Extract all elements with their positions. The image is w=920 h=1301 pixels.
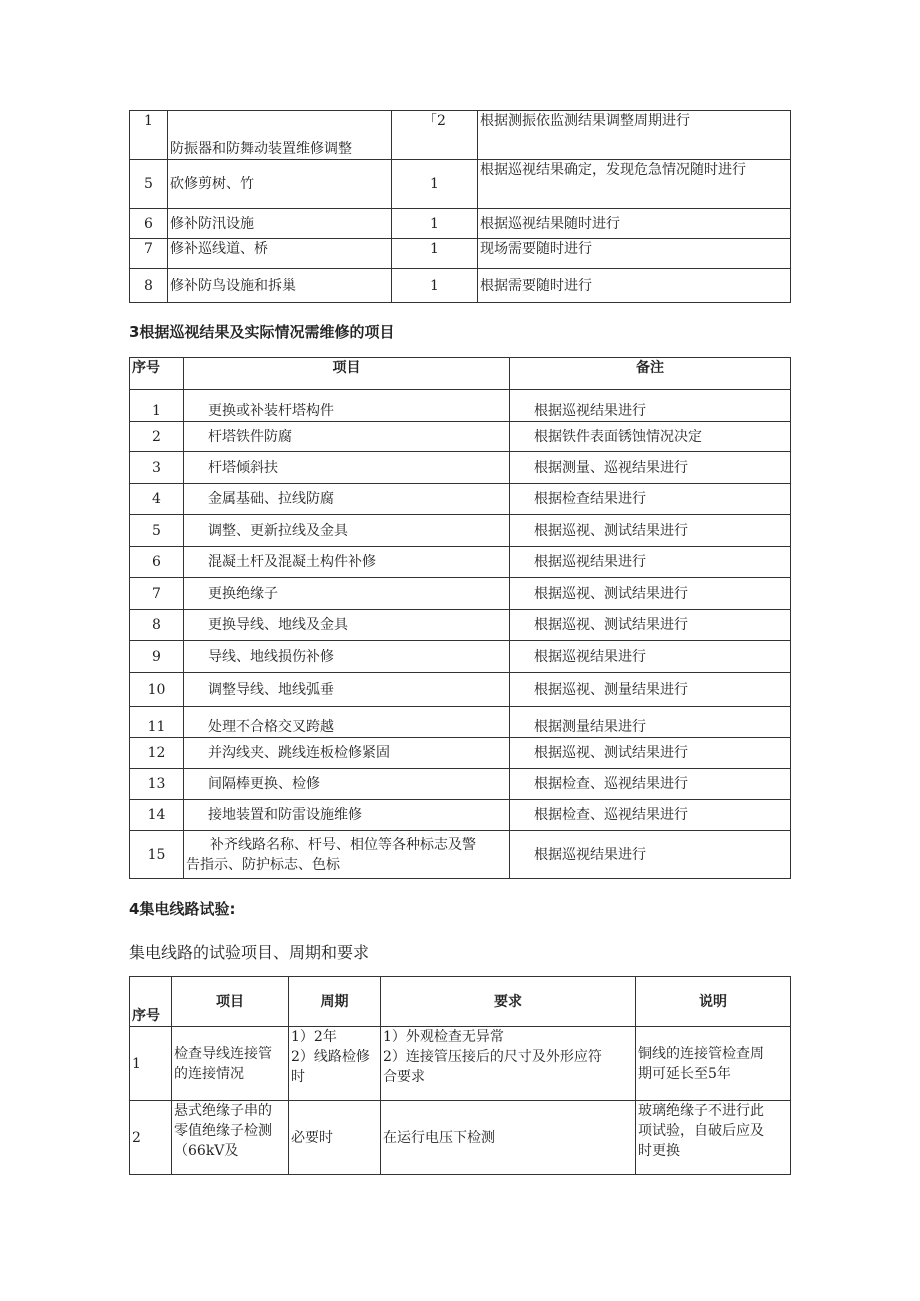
note-cell: 根据测量结果进行 xyxy=(510,707,791,738)
note-cell: 根据检查结果进行 xyxy=(510,484,791,515)
note-cell: 根据巡视结果确定，发现危急情况随时进行 xyxy=(478,160,791,209)
item-line: 补齐线路名称、杆号、相位等各种标志及警 xyxy=(210,836,476,853)
item-cell: 金属基础、拉线防腐 xyxy=(184,484,510,515)
header-no: 序号 xyxy=(130,358,184,390)
period-line: 2）线路检修 xyxy=(291,1049,370,1065)
row-number: 8 xyxy=(130,610,184,641)
row-number: 11 xyxy=(130,707,184,738)
header-req: 要求 xyxy=(381,977,636,1027)
table-row xyxy=(130,269,791,303)
row-number: 7 xyxy=(130,239,168,269)
table-header-row xyxy=(130,358,791,390)
row-number: 10 xyxy=(130,673,184,707)
row-number: 15 xyxy=(130,831,184,879)
desc-cell xyxy=(636,1027,791,1101)
item-cell: 修补巡线道、桥 xyxy=(168,239,392,269)
item-line: 的连接情况 xyxy=(174,1065,244,1082)
period-line: 时 xyxy=(291,1069,305,1085)
item-cell: 并沟线夹、跳线连板检修紧固 xyxy=(184,738,510,769)
item-cell: 处理不合格交叉跨越 xyxy=(184,707,510,738)
item-cell: 修补防鸟设施和拆巢 xyxy=(168,269,392,303)
req-line: 1）外观检查无异常 xyxy=(383,1029,504,1045)
row-number: 1 xyxy=(130,111,168,160)
item-cell: 导线、地线损伤补修 xyxy=(184,641,510,673)
table-row xyxy=(130,111,791,160)
row-number: 1 xyxy=(130,1027,172,1101)
count-cell: 1 xyxy=(392,239,478,269)
note-cell: 根据巡视、测量结果进行 xyxy=(510,673,791,707)
desc-line: 时更换 xyxy=(638,1143,680,1159)
line-test-table xyxy=(129,976,791,1175)
header-no: 序号 xyxy=(130,977,172,1027)
item-cell: 更换导线、地线及金具 xyxy=(184,610,510,641)
note-cell: 根据巡视结果进行 xyxy=(510,641,791,673)
desc-cell xyxy=(636,1101,791,1175)
item-cell xyxy=(172,1027,289,1101)
header-note: 备注 xyxy=(510,358,791,390)
row-number: 7 xyxy=(130,578,184,610)
req-cell: 在运行电压下检测 xyxy=(381,1101,636,1175)
header-period: 周期 xyxy=(289,977,381,1027)
section-4-heading: 4集电线路试验: xyxy=(129,900,236,918)
header-item: 项目 xyxy=(172,977,289,1027)
row-number: 14 xyxy=(130,800,184,831)
row-number: 4 xyxy=(130,484,184,515)
count-cell: 1 xyxy=(392,269,478,303)
note-cell: 根据巡视、测试结果进行 xyxy=(510,578,791,610)
item-cell: 混凝土杆及混凝土构件补修 xyxy=(184,547,510,578)
note-cell: 根据巡视、测试结果进行 xyxy=(510,515,791,547)
note-cell: 根据巡视结果进行 xyxy=(510,547,791,578)
row-number: 6 xyxy=(130,547,184,578)
item-cell: 更换绝缘子 xyxy=(184,578,510,610)
table-row xyxy=(130,209,791,239)
section-3-heading: 3根据巡视结果及实际情况需维修的项目 xyxy=(129,323,395,341)
item-cell: 砍修剪树、竹 xyxy=(168,160,392,209)
row-number: 2 xyxy=(130,422,184,452)
note-cell: 根据巡视结果进行 xyxy=(510,831,791,879)
note-cell: 根据测量、巡视结果进行 xyxy=(510,452,791,484)
table-header-row xyxy=(130,977,791,1027)
item-line: 悬式绝缘子串的 xyxy=(174,1103,272,1119)
req-line: 合要求 xyxy=(383,1069,425,1085)
row-number: 2 xyxy=(130,1101,172,1175)
table-row xyxy=(130,160,791,209)
item-cell: 调整、更新拉线及金具 xyxy=(184,515,510,547)
count-cell: 「2 xyxy=(392,111,478,160)
desc-line: 铜线的连接管检查周 xyxy=(638,1045,764,1062)
maintenance-table-top xyxy=(129,110,791,303)
note-cell: 根据铁件表面锈蚀情况决定 xyxy=(510,422,791,452)
item-line: （66kV及 xyxy=(174,1143,239,1159)
item-line: 检查导线连接管 xyxy=(174,1045,272,1062)
row-number: 8 xyxy=(130,269,168,303)
item-cell: 间隔棒更换、检修 xyxy=(184,769,510,800)
row-number: 3 xyxy=(130,452,184,484)
row-number: 1 xyxy=(130,390,184,422)
row-number: 13 xyxy=(130,769,184,800)
row-number: 5 xyxy=(130,160,168,209)
note-cell: 根据检查、巡视结果进行 xyxy=(510,769,791,800)
item-cell: 修补防汛设施 xyxy=(168,209,392,239)
req-cell xyxy=(381,1027,636,1101)
desc-line: 玻璃绝缘子不进行此 xyxy=(638,1103,764,1119)
desc-line: 项试验，自破后应及 xyxy=(638,1123,764,1139)
note-cell: 根据检查、巡视结果进行 xyxy=(510,800,791,831)
count-cell: 1 xyxy=(392,209,478,239)
item-line: 告指示、防护标志、色标 xyxy=(186,856,340,873)
row-number: 12 xyxy=(130,738,184,769)
note-cell: 根据需要随时进行 xyxy=(478,269,791,303)
item-cell: 调整导线、地线弧垂 xyxy=(184,673,510,707)
item-cell: 杆塔铁件防腐 xyxy=(184,422,510,452)
note-cell: 根据巡视结果随时进行 xyxy=(478,209,791,239)
row-number: 5 xyxy=(130,515,184,547)
period-line: 1）2年 xyxy=(291,1029,337,1045)
table-row xyxy=(130,239,791,269)
table-row xyxy=(130,1027,791,1101)
row-number: 6 xyxy=(130,209,168,239)
period-cell: 必要时 xyxy=(289,1101,381,1175)
section-4-intro: 集电线路的试验项目、周期和要求 xyxy=(129,943,370,962)
note-cell: 根据巡视、测试结果进行 xyxy=(510,738,791,769)
item-cell: 接地装置和防雷设施维修 xyxy=(184,800,510,831)
item-cell: 杆塔倾斜扶 xyxy=(184,452,510,484)
note-cell: 现场需要随时进行 xyxy=(478,239,791,269)
note-cell: 根据测振依监测结果调整周期进行 xyxy=(478,111,791,160)
repair-items-table xyxy=(129,357,791,879)
table-row xyxy=(130,1101,791,1175)
row-number: 9 xyxy=(130,641,184,673)
header-item: 项目 xyxy=(184,358,510,390)
desc-line: 期可延长至5年 xyxy=(638,1065,731,1082)
note-cell: 根据巡视、测试结果进行 xyxy=(510,610,791,641)
item-line: 零值绝缘子检测 xyxy=(174,1123,272,1139)
item-cell xyxy=(172,1101,289,1175)
item-cell: 防振器和防舞动装置维修调整 xyxy=(168,111,392,160)
header-desc: 说明 xyxy=(636,977,791,1027)
item-cell: 更换或补装杆塔构件 xyxy=(184,390,510,422)
count-cell: 1 xyxy=(392,160,478,209)
note-cell: 根据巡视结果进行 xyxy=(510,390,791,422)
period-cell xyxy=(289,1027,381,1101)
item-cell xyxy=(184,831,510,879)
req-line: 2）连接管压接后的尺寸及外形应符 xyxy=(383,1049,602,1065)
